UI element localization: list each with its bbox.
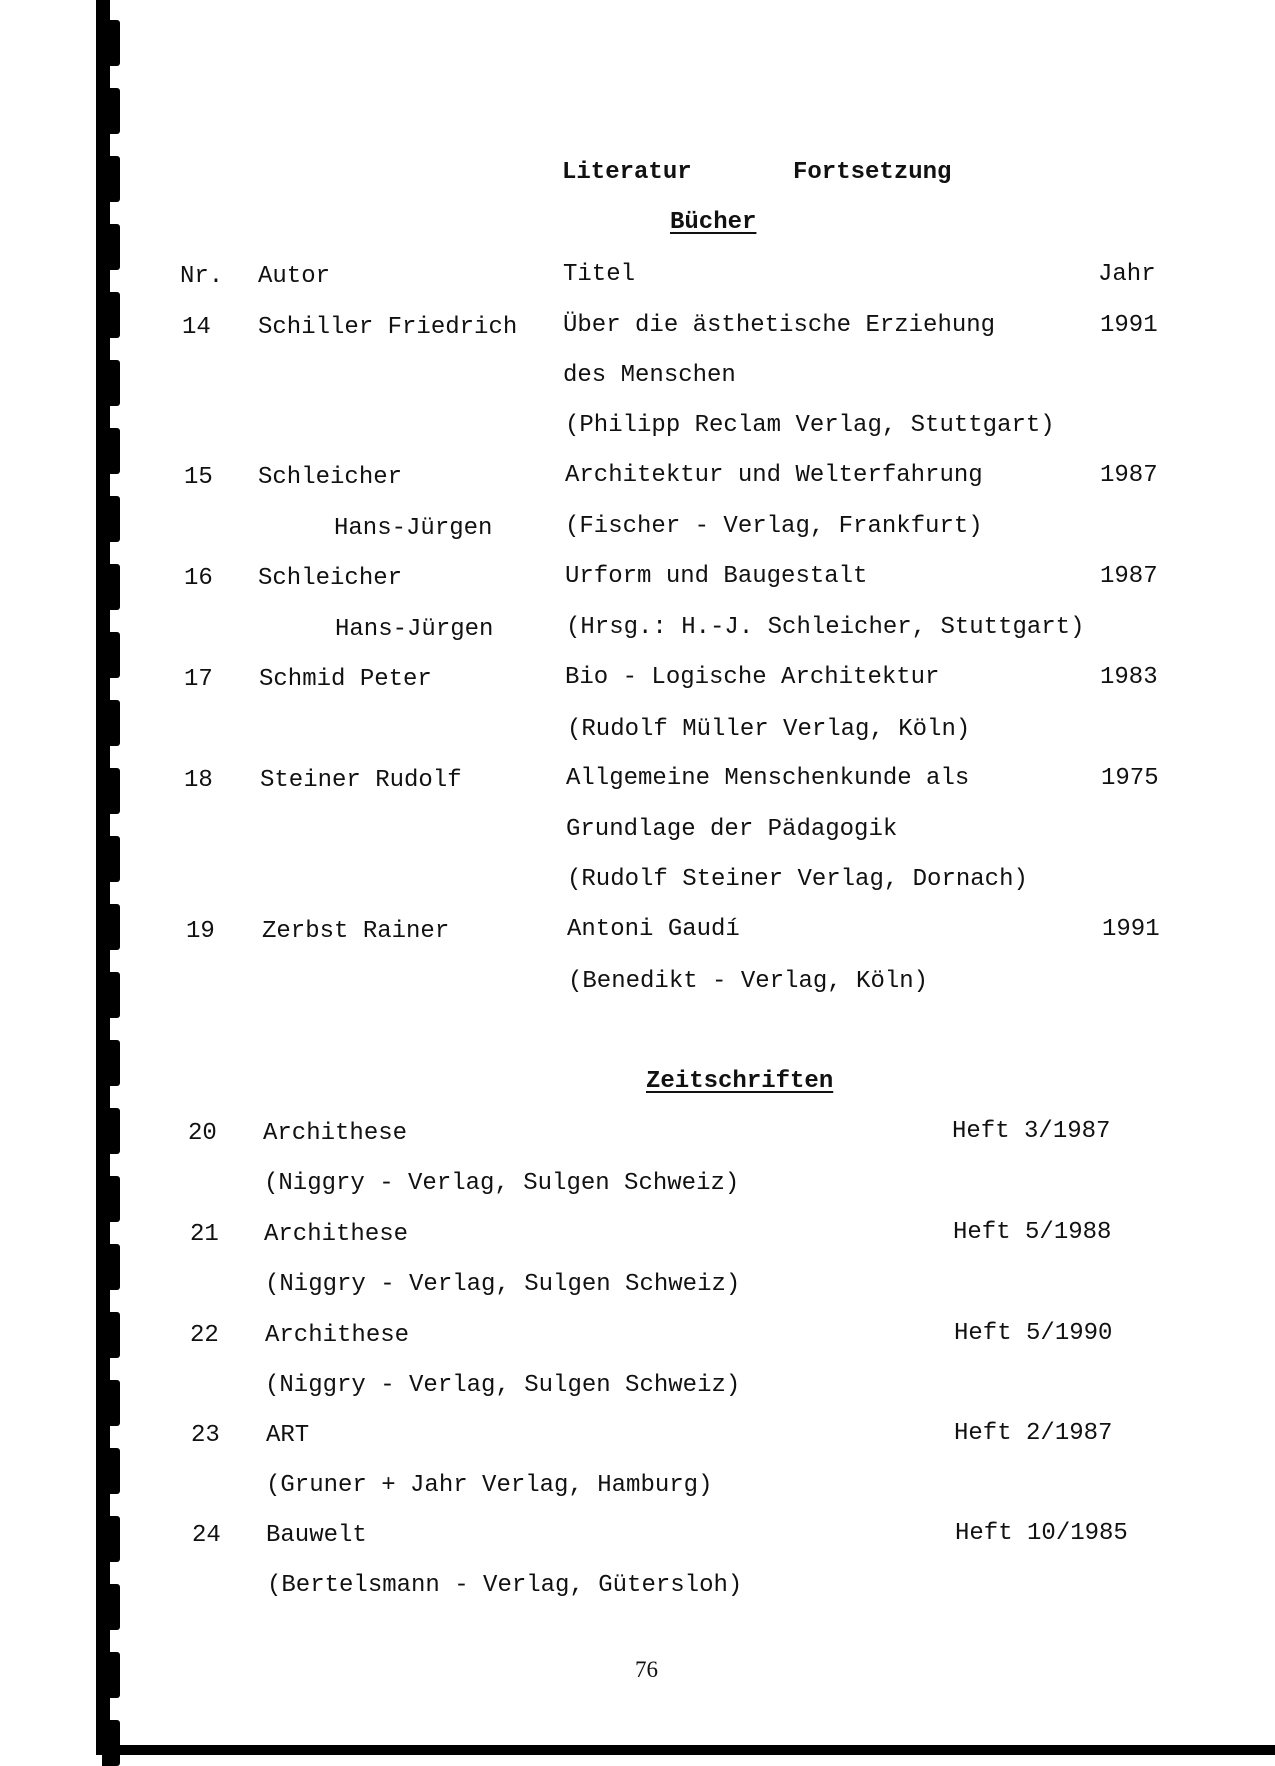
binding-hole-mark xyxy=(102,1720,120,1766)
book-title-line: Architektur und Welterfahrung xyxy=(565,462,983,489)
journals-heading: Zeitschriften xyxy=(646,1068,834,1095)
books-heading: Bücher xyxy=(670,209,757,236)
book-year: 1987 xyxy=(1100,462,1158,489)
book-title-line: des Menschen xyxy=(563,362,736,389)
binding-hole-mark xyxy=(102,360,120,406)
binding-hole-mark xyxy=(102,20,120,66)
book-author-line: Hans-Jürgen xyxy=(334,515,493,542)
book-author: Schiller Friedrich xyxy=(258,314,518,341)
journal-issue: Heft 2/1987 xyxy=(954,1420,1113,1447)
binding-hole-mark xyxy=(102,88,120,134)
binding-hole-mark xyxy=(102,768,120,814)
binding-hole-mark xyxy=(102,1040,120,1086)
journal-name: Archithese xyxy=(265,1322,410,1349)
book-publisher: (Benedikt - Verlag, Köln) xyxy=(568,968,929,995)
journal-publisher: (Niggry - Verlag, Sulgen Schweiz) xyxy=(265,1271,741,1298)
binding-hole-mark xyxy=(102,1380,120,1426)
book-nr: 17 xyxy=(184,666,213,693)
book-publisher: (Hrsg.: H.-J. Schleicher, Stuttgart) xyxy=(566,614,1085,641)
book-publisher: (Rudolf Steiner Verlag, Dornach) xyxy=(567,866,1028,893)
column-header-year: Jahr xyxy=(1098,261,1156,288)
binding-hole-mark xyxy=(102,564,120,610)
journal-name: Archithese xyxy=(264,1221,409,1248)
book-title-line: Allgemeine Menschenkunde als xyxy=(566,765,970,792)
journal-publisher: (Niggry - Verlag, Sulgen Schweiz) xyxy=(264,1170,740,1197)
book-year: 1987 xyxy=(1100,563,1158,590)
book-author: Schleicher xyxy=(258,464,403,491)
journal-name: ART xyxy=(266,1422,310,1449)
journal-publisher: (Bertelsmann - Verlag, Gütersloh) xyxy=(267,1572,743,1599)
journal-nr: 23 xyxy=(191,1422,220,1449)
book-title-line: Urform und Baugestalt xyxy=(565,563,868,590)
binding-hole-mark xyxy=(102,632,120,678)
book-nr: 18 xyxy=(184,767,213,794)
journal-issue: Heft 10/1985 xyxy=(955,1520,1128,1547)
journal-issue: Heft 3/1987 xyxy=(952,1118,1111,1145)
binding-hole-mark xyxy=(102,1312,120,1358)
binding-hole-mark xyxy=(102,700,120,746)
binding-hole-mark xyxy=(102,904,120,950)
column-header-title: Titel xyxy=(563,261,636,288)
binding-hole-mark xyxy=(102,224,120,270)
page-title: Literatur xyxy=(562,159,692,186)
book-author: Schmid Peter xyxy=(259,666,432,693)
binding-edge xyxy=(0,0,120,1755)
book-title-line: Antoni Gaudí xyxy=(567,916,740,943)
book-author: Steiner Rudolf xyxy=(260,767,462,794)
journal-nr: 20 xyxy=(188,1120,217,1147)
book-publisher: (Rudolf Müller Verlag, Köln) xyxy=(567,716,971,743)
book-author: Zerbst Rainer xyxy=(262,918,450,945)
page-number: 76 xyxy=(635,1657,658,1682)
journal-publisher: (Gruner + Jahr Verlag, Hamburg) xyxy=(266,1472,713,1499)
book-nr: 16 xyxy=(184,565,213,592)
journal-nr: 24 xyxy=(192,1522,221,1549)
binding-hole-mark xyxy=(102,1448,120,1494)
journal-name: Archithese xyxy=(263,1120,408,1147)
binding-hole-mark xyxy=(102,972,120,1018)
column-header-nr: Nr. xyxy=(180,263,224,290)
book-year: 1991 xyxy=(1100,312,1158,339)
book-year: 1991 xyxy=(1102,916,1160,943)
book-author: Schleicher xyxy=(258,565,403,592)
book-nr: 14 xyxy=(182,314,211,341)
binding-hole-mark xyxy=(102,428,120,474)
book-author-line: Hans-Jürgen xyxy=(335,616,494,643)
binding-hole-mark xyxy=(102,1244,120,1290)
journal-nr: 22 xyxy=(190,1322,219,1349)
continuation-label: Fortsetzung xyxy=(793,159,952,186)
book-year: 1983 xyxy=(1100,664,1158,691)
book-nr: 15 xyxy=(184,464,213,491)
book-title-line: Bio - Logische Architektur xyxy=(565,664,940,691)
binding-hole-mark xyxy=(102,1516,120,1562)
binding-hole-mark xyxy=(102,156,120,202)
journal-issue: Heft 5/1988 xyxy=(953,1219,1112,1246)
book-nr: 19 xyxy=(186,918,215,945)
book-publisher: (Fischer - Verlag, Frankfurt) xyxy=(565,513,983,540)
book-title-line: Grundlage der Pädagogik xyxy=(566,816,898,843)
journal-name: Bauwelt xyxy=(266,1522,367,1549)
binding-hole-mark xyxy=(102,496,120,542)
binding-hole-mark xyxy=(102,1652,120,1698)
binding-hole-mark xyxy=(102,836,120,882)
binding-hole-mark xyxy=(102,1176,120,1222)
scan-bottom-edge xyxy=(108,1745,1275,1755)
binding-hole-mark xyxy=(102,1584,120,1630)
journal-issue: Heft 5/1990 xyxy=(954,1320,1113,1347)
binding-hole-mark xyxy=(102,292,120,338)
book-title-line: Über die ästhetische Erziehung xyxy=(563,312,996,339)
column-header-author: Autor xyxy=(258,263,331,290)
binding-hole-mark xyxy=(102,1108,120,1154)
journal-nr: 21 xyxy=(190,1221,219,1248)
book-year: 1975 xyxy=(1101,765,1159,792)
book-publisher: (Philipp Reclam Verlag, Stuttgart) xyxy=(565,412,1055,439)
journal-publisher: (Niggry - Verlag, Sulgen Schweiz) xyxy=(265,1372,741,1399)
